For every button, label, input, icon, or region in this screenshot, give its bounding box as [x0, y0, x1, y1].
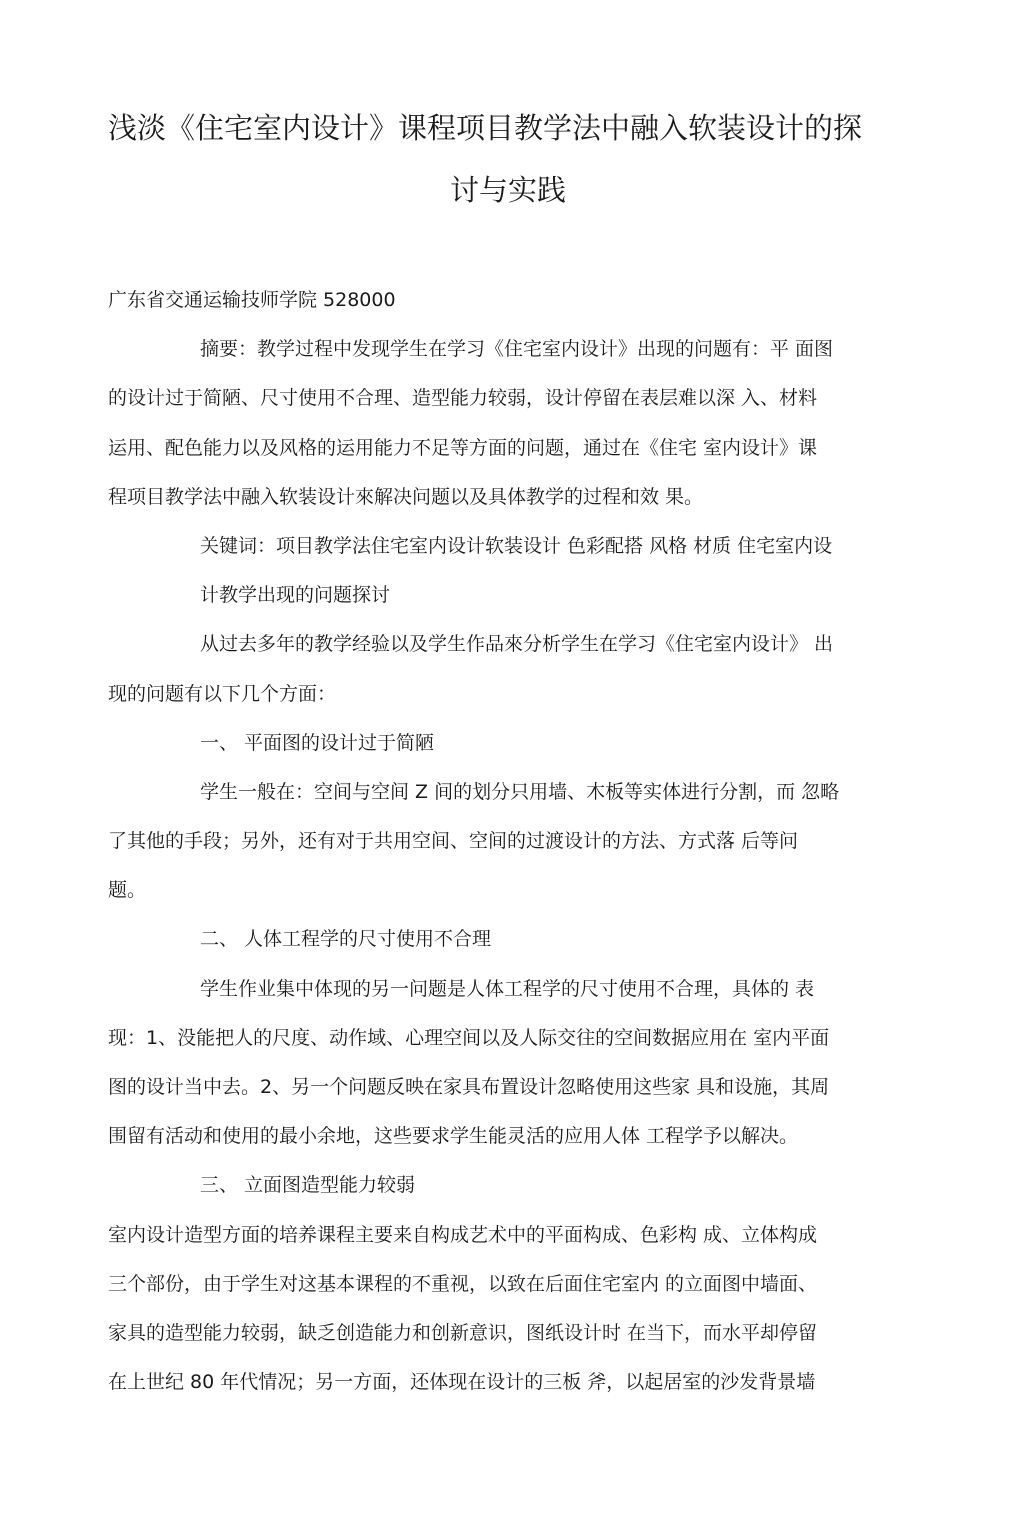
body-line: 一、 平面图的设计过于简陋: [200, 731, 435, 754]
body-line: 运用、配色能力以及风格的运用能力不足等方面的问题，通过在《住宅 室内设计》课: [108, 436, 818, 459]
title-line-1: 浅淡《住宅室内设计》课程项目教学法中融入软装设计的探: [108, 111, 863, 145]
body-line: 现的问题有以下几个方面：: [108, 682, 337, 705]
document-body: [108, 276, 918, 1407]
body-line: 计教学出现的问题探讨: [200, 584, 391, 607]
body-line: 学生一般在：空间与空间 Z 间的划分只用墙、木板等实体进行分割，而 忽略: [200, 780, 840, 803]
title-line-2: 讨与实践: [449, 173, 566, 207]
document-title: [108, 97, 908, 221]
body-line: 三、 立面图造型能力较弱: [200, 1174, 416, 1197]
body-line: 了其他的手段；另外，还有对于共用空间、空间的过渡设计的方法、方式落 后等问: [108, 830, 799, 853]
body-line: 图的设计当中去。2、另一个问题反映在家具布置设计忽略使用这些家 具和设施，其周: [108, 1076, 830, 1098]
body-line: 在上世纪 80 年代情况；另一方面，还体现在设计的三板 斧，以起居室的沙发背景墙: [108, 1371, 816, 1394]
body-line: 三个部份，由于学生对这基本课程的不重视，以致在后面住宅室内 的立面图中墙面、: [108, 1272, 818, 1295]
body-line: 室内设计造型方面的培养课程主要来自构成艺术中的平面构成、色彩构 成、立体构成: [108, 1223, 818, 1246]
body-line: 关键词：项目教学法住宅室内设计软装设计 色彩配搭 风格 材质 住宅室内设: [200, 534, 833, 557]
body-line: 广东省交通运输技师学院 528000: [108, 289, 396, 311]
body-line: 学生作业集中体现的另一问题是人体工程学的尺寸使用不合理，具体的 表: [200, 977, 815, 1000]
body-line: 二、 人体工程学的尺寸使用不合理: [200, 928, 492, 951]
body-line: 现：1、没能把人的尺度、动作域、心理空间以及人际交往的空间数据应用在 室内平面: [108, 1026, 830, 1049]
body-line: 从过去多年的教学经验以及学生作品來分析学生在学习《住宅室内设计》 出: [200, 633, 834, 656]
body-line: 程项目教学法中融入软装设计來解决问题以及具体教学的过程和效 果。: [108, 485, 704, 508]
body-line: 题。: [108, 879, 147, 902]
body-line: 家具的造型能力较弱，缺乏创造能力和创新意识，图纸设计时 在当下，而水平却停留: [108, 1321, 818, 1344]
body-line: 摘要：教学过程中发现学生在学习《住宅室内设计》出现的问题有：平 面图: [200, 338, 834, 361]
body-line: 围留有活动和使用的最小余地，这些要求学生能灵活的应用人体 工程学予以解决。: [108, 1125, 799, 1148]
body-line: 的设计过于简陋、尺寸使用不合理、造型能力较弱，设计停留在表层难以深 入、材料: [108, 387, 818, 410]
